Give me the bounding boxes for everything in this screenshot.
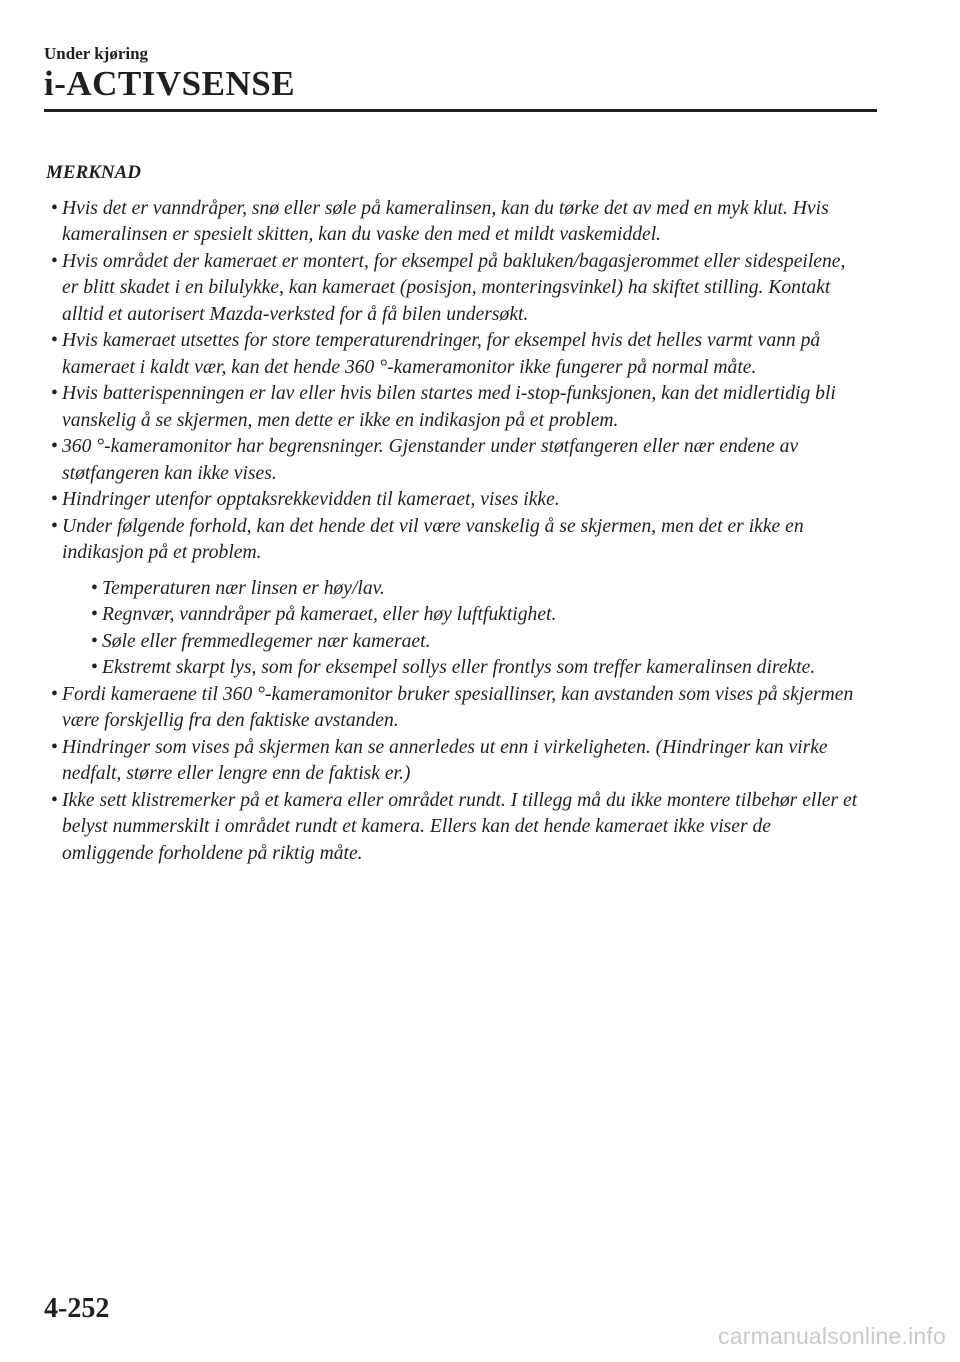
bullet-icon: • (51, 736, 58, 758)
bullet-icon: • (51, 436, 58, 457)
page-number: 4-252 (44, 1293, 110, 1324)
note-item (44, 487, 864, 514)
bullet-icon: • (91, 630, 98, 652)
title-rule (44, 109, 877, 112)
bullet-icon: • (51, 489, 58, 510)
note-item-text: Hindringer utenfor opptaksrekkevidden til kameraet, vises ikke. (62, 489, 560, 510)
condition-item-text: Temperaturen nær linsen er høy/lav. (102, 577, 385, 599)
note-item-text: Hvis kameraet utsettes for store temperaturendringer, for eksempel hvis det helles varmt vann på kameraet i kaldt vær, kan det hende 360 °-kameramonitor ikke fungerer på normal måte. (62, 330, 821, 378)
note-item (44, 788, 864, 868)
section-label: Under kjøring (44, 44, 149, 63)
condition-item (84, 576, 864, 603)
note-heading: MERKNAD (46, 162, 142, 183)
note-item-text: Hvis det er vanndråper, snø eller søle på kameralinsen, kan du tørke det av med en myk klut. Hvis kameralinsen er spesielt skitten, kan du vaske den med et mildt vaskemiddel. (62, 197, 829, 245)
note-item (44, 682, 864, 735)
bullet-icon: • (51, 250, 58, 272)
bullet-icon: • (51, 683, 58, 705)
note-item-text: Under følgende forhold, kan det hende det vil være vanskelig å se skjermen, men det er ikke en indikasjon på et problem. (62, 515, 804, 563)
watermark[interactable]: carmanualsonline.info (718, 1323, 946, 1349)
condition-item-text: Søle eller fremmedlegemer nær kameraet. (102, 630, 431, 652)
note-item (44, 249, 864, 329)
bullet-icon: • (51, 383, 58, 404)
bullet-icon: • (91, 657, 98, 678)
note-item-text: Ikke sett klistremerker på et kamera eller området rundt. I tillegg må du ikke montere tilbehør eller et belyst nummerskilt i området rundt et kamera. Ellers kan det hende kameraet ikke viser de omliggende forholdene på riktig måte. (62, 789, 858, 864)
condition-item (84, 602, 864, 629)
page-title: i-ACTIVSENSE (44, 64, 296, 103)
note-item-text: 360 °-kameramonitor har begrensninger. Gjenstander under støtfangeren eller nær endene av støtfangeren kan ikke vises. (62, 436, 799, 484)
note-item-text: Hindringer som vises på skjermen kan se annerledes ut enn i virkeligheten. (Hindringer kan virke nedfalt, større eller lengre enn de faktisk er.) (62, 736, 828, 784)
note-item-text: Hvis batterispenningen er lav eller hvis bilen startes med i-stop-funksjonen, kan det midlertidig bli vanskelig å se skjermen, men dette er ikke en indikasjon på et problem. (62, 383, 836, 431)
condition-item-text: Regnvær, vanndråper på kameraet, eller høy luftfuktighet. (102, 604, 557, 625)
bullet-icon: • (51, 330, 58, 351)
note-item (44, 434, 864, 487)
bullet-icon: • (91, 577, 98, 599)
note-item (44, 735, 864, 788)
note-item (44, 514, 864, 682)
condition-item (84, 629, 864, 656)
condition-sublist (62, 576, 864, 682)
condition-item-text: Ekstremt skarpt lys, som for eksempel sollys eller frontlys som treffer kameralinsen direkte. (102, 657, 816, 678)
note-list (44, 196, 864, 868)
note-item (44, 381, 864, 434)
note-item (44, 196, 864, 249)
bullet-icon: • (91, 604, 98, 625)
bullet-icon: • (51, 515, 58, 537)
condition-item (84, 655, 864, 682)
note-item-text: Fordi kameraene til 360 °-kameramonitor bruker spesiallinser, kan avstanden som vises på skjermen være forskjellig fra den faktiske avstanden. (62, 683, 854, 731)
note-item (44, 328, 864, 381)
note-block (44, 160, 864, 867)
bullet-icon: • (51, 789, 58, 811)
bullet-icon: • (51, 197, 58, 219)
note-item-text: Hvis området der kameraet er montert, for eksempel på bakluken/bagasjerommet eller sidespeilene, er blitt skadet i en bilulykke, kan kameraet (posisjon, monteringsvinkel) ha skiftet stilling. Kontakt alltid et autorisert Mazda-verksted for å få bilen undersøkt. (62, 250, 846, 325)
